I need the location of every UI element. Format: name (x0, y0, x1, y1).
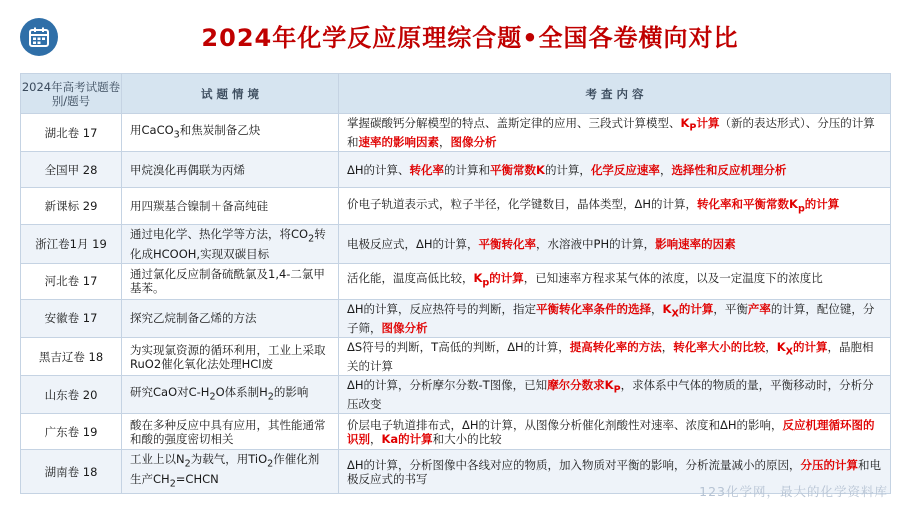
text-segment: 通过氯化反应制备硫酰氯及1,4-二氯甲基苯。 (130, 267, 325, 296)
header-paper: 2024年高考试题卷别/题号 (21, 74, 122, 114)
text-segment: ， (439, 135, 451, 150)
text-segment: 电极反应式，ΔH的计算， (347, 236, 479, 251)
text-segment: 用CaCO (130, 123, 174, 137)
highlight-text: K (680, 116, 690, 130)
text-segment: ， (370, 431, 382, 446)
content-cell (339, 114, 891, 152)
subscript-text: 2 (184, 458, 191, 470)
table-row (21, 263, 891, 299)
highlight-text: X (671, 307, 679, 319)
context-cell (122, 225, 339, 263)
text-segment: 工业上以N (130, 452, 185, 467)
text-segment: =CHCN (175, 471, 219, 486)
paper-cell: 全国甲 28 (21, 152, 122, 188)
highlight-text: 平衡转化率条件的选择 (536, 301, 652, 316)
text-segment: 价电子轨道表示式，粒子半径，化学键数目，晶体类型，ΔH的计算， (347, 196, 698, 211)
highlight-text: 摩尔分数求K (547, 378, 614, 393)
highlight-text: K (662, 301, 672, 316)
highlight-text: 平衡常数K (490, 162, 545, 177)
highlight-text: X (785, 346, 794, 358)
text-segment: 价层电子轨道排布式，ΔH的计算，从图像分析催化剂酸性对速率、浓度和ΔH的影响， (347, 417, 783, 432)
content-cell (339, 188, 891, 225)
context-cell (122, 114, 339, 152)
table-row (21, 152, 891, 188)
text-segment: ，平衡 (713, 301, 748, 316)
highlight-text: 的计算 (678, 301, 714, 316)
text-segment: ， (659, 162, 672, 177)
paper-cell: 新课标 29 (21, 188, 122, 225)
header-context: 试 题 情 境 (122, 74, 339, 114)
text-segment: 和电极反应式的书写 (347, 457, 882, 486)
highlight-text: 图像分析 (381, 320, 428, 335)
table-row (21, 188, 891, 225)
paper-cell: 湖北卷 17 (21, 114, 122, 152)
highlight-text: 转化率 (409, 162, 445, 177)
paper-cell: 浙江卷1月 19 (21, 225, 122, 263)
text-segment: ， (661, 339, 674, 354)
text-segment: 的影响 (273, 385, 309, 400)
text-segment: 的计算，配位键，分子筛， (347, 301, 875, 335)
text-segment: ， (765, 339, 777, 354)
highlight-text: P (689, 122, 697, 134)
context-cell (122, 152, 339, 188)
subscript-text: 2 (209, 391, 216, 403)
highlight-text: 平衡转化率 (478, 236, 537, 251)
highlight-text: 提高转化率的方法 (569, 339, 662, 354)
highlight-text: K (473, 271, 483, 286)
highlight-text: 速率的影响因素 (358, 135, 439, 150)
text-segment: 为载气，用TiO (190, 452, 268, 467)
text-segment: 甲烷溴化再偶联为丙烯 (130, 162, 245, 177)
subscript-text: 2 (308, 233, 315, 245)
content-cell (339, 337, 891, 375)
header-content: 考 查 内 容 (339, 74, 891, 114)
table-row (21, 225, 891, 263)
highlight-text: 的计算 (489, 271, 524, 286)
text-segment: ，晶胞相关的计算 (347, 339, 874, 374)
paper-cell: 安徽卷 17 (21, 299, 122, 337)
text-segment: ΔH的计算、 (347, 162, 410, 177)
text-segment: 转化成HCOOH,实现双碳目标 (130, 227, 326, 261)
table-row (21, 299, 891, 337)
context-cell (122, 337, 339, 375)
text-segment: ，求体系中气体的物质的量，平衡移动时，分析分压改变 (347, 378, 874, 412)
text-segment: 探究乙烷制备乙烯的方法 (130, 311, 257, 326)
calendar-icon (20, 18, 58, 56)
highlight-text: Ka的计算 (381, 431, 433, 446)
text-segment: 和大小的比较 (432, 431, 502, 446)
text-segment: ，已知速率方程求某气体的浓度，以及一定温度下的浓度比 (523, 271, 823, 286)
highlight-text: 图像分析 (450, 135, 497, 150)
subscript-text: 2 (267, 458, 274, 470)
text-segment: 掌握碳酸钙分解模型的特点、盖斯定律的应用、三段式计算模型、 (347, 116, 681, 130)
text-segment: 用四羰基合镍制＋备高纯硅 (130, 199, 268, 214)
context-cell (122, 299, 339, 337)
highlight-text: 转化率和平衡常数K (697, 196, 798, 211)
table-row (21, 414, 891, 450)
watermark-text: 123化学网，最大的化学资料库 (699, 484, 888, 499)
paper-cell: 湖南卷 18 (21, 450, 122, 494)
text-segment: ΔS符号的判断，T高低的判断，ΔH的计算， (347, 339, 570, 354)
content-cell (339, 152, 891, 188)
text-segment: ，水溶液中PH的计算， (536, 236, 656, 251)
text-segment: 酸在多种反应中具有应用，其性能通常和酸的强度密切相关 (130, 417, 326, 446)
paper-cell: 河北卷 17 (21, 263, 122, 299)
highlight-text: 转化率大小的比较 (673, 339, 766, 354)
highlight-text: p (797, 202, 805, 214)
highlight-text: p (482, 277, 490, 289)
paper-cell: 黑吉辽卷 18 (21, 337, 122, 375)
subscript-text: 3 (173, 129, 180, 141)
table-row (21, 337, 891, 375)
text-segment: 研究CaO对C-H (130, 385, 210, 400)
context-cell (122, 263, 339, 299)
content-cell (339, 376, 891, 414)
table-header-row (21, 74, 891, 114)
table-row (21, 376, 891, 414)
subscript-text: 2 (169, 478, 176, 490)
highlight-text: P (613, 384, 621, 396)
context-cell (122, 414, 339, 450)
highlight-text: 选择性和反应机理分析 (671, 162, 787, 177)
context-cell (122, 376, 339, 414)
highlight-text: 的计算 (793, 339, 828, 354)
text-segment: 为实现氯资源的循环利用，工业上采取RuO2催化氧化法处理HCl废 (130, 342, 326, 371)
context-cell (122, 188, 339, 225)
highlight-text: 化学反应速率 (590, 162, 660, 177)
page-title: 2024年化学反应原理综合题•全国各卷横向对比 (201, 24, 739, 52)
highlight-text: 分压的计算 (800, 457, 859, 472)
text-segment: 的计算和 (444, 162, 491, 177)
text-segment: 的计算， (544, 162, 591, 177)
highlight-text: 产率 (747, 301, 771, 316)
paper-cell: 山东卷 20 (21, 376, 122, 414)
text-segment: 活化能，温度高低比较， (347, 271, 474, 286)
subscript-text: 2 (267, 391, 274, 403)
highlight-text: 的计算 (804, 196, 840, 211)
text-segment: 通过电化学、热化学等方法，将CO (130, 227, 309, 242)
highlight-text: 影响速率的因素 (655, 236, 736, 251)
content-cell (339, 299, 891, 337)
text-segment: 和焦炭制备乙炔 (179, 123, 261, 137)
text-segment: 作催化剂生产CH (130, 452, 320, 486)
text-segment: ΔH的计算，分析摩尔分数-T图像，已知 (347, 378, 548, 393)
paper-cell: 广东卷 19 (21, 414, 122, 450)
text-segment: （新的表达形式）、分压的计算和 (347, 116, 875, 150)
comparison-table (20, 73, 891, 494)
content-cell (339, 225, 891, 263)
highlight-text: 计算 (696, 116, 720, 130)
context-cell (122, 450, 339, 494)
highlight-text: K (776, 339, 786, 354)
table-row (21, 114, 891, 152)
highlight-text: 反应机理循环图的识别 (347, 417, 875, 446)
content-cell (339, 414, 891, 450)
text-segment: ， (651, 301, 663, 316)
content-cell (339, 263, 891, 299)
text-segment: O体系制H (215, 385, 268, 400)
text-segment: ΔH的计算，分析图像中各线对应的物质，加入物质对平衡的影响，分析流量减小的原因， (347, 457, 801, 472)
text-segment: ΔH的计算，反应热符号的判断，指定 (347, 301, 537, 316)
